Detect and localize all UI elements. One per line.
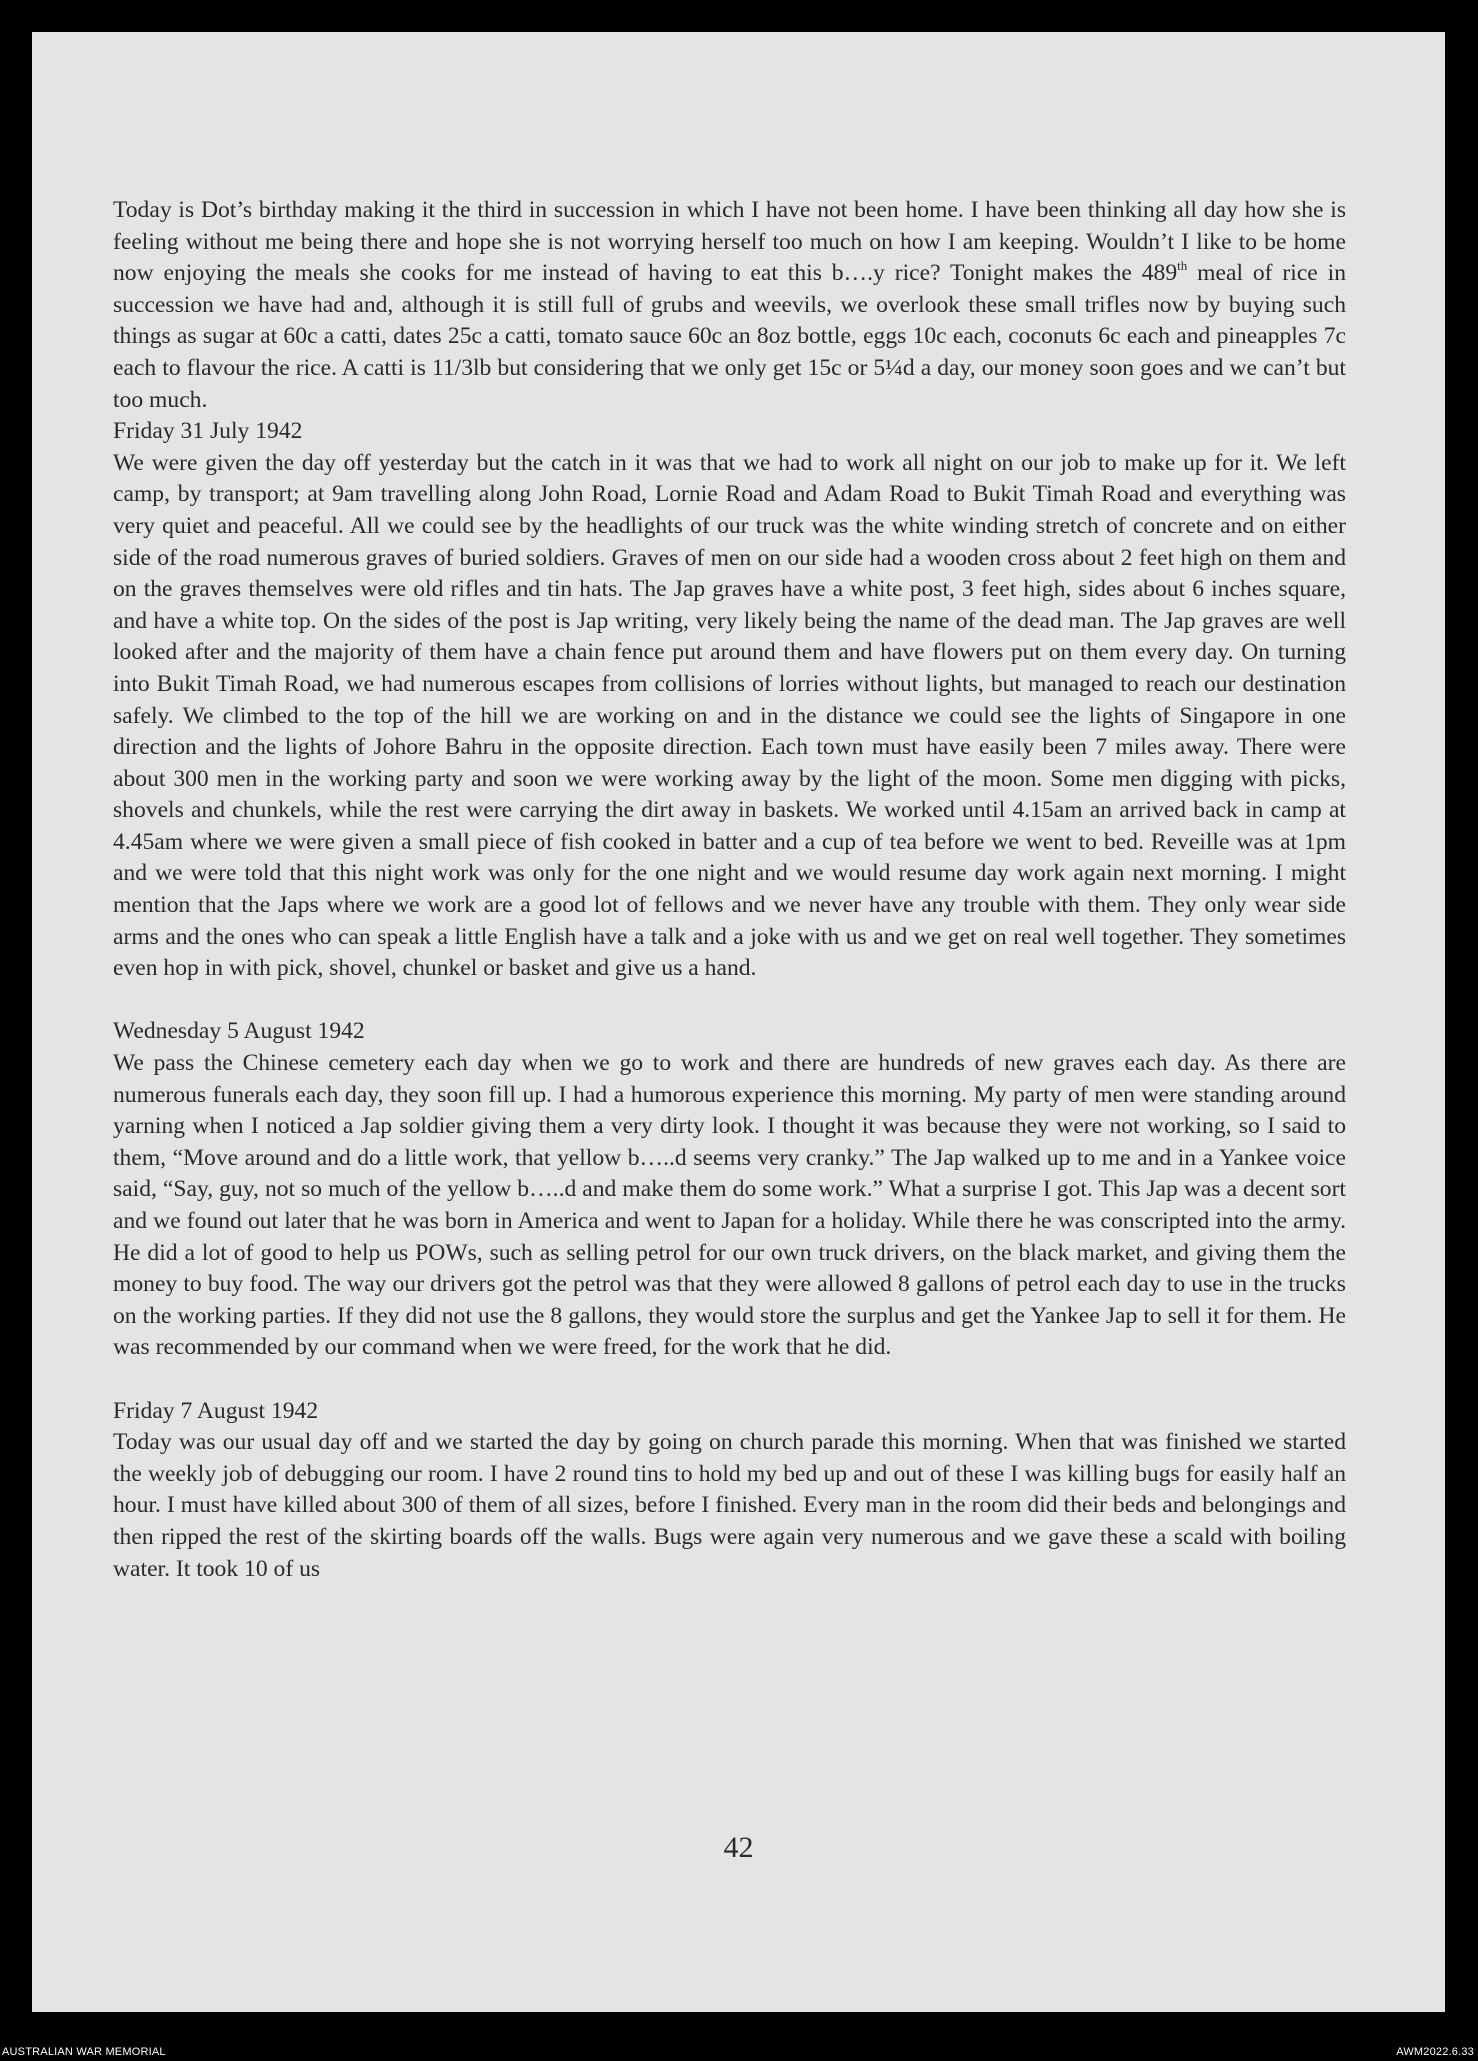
entry-date: Friday 31 July 1942 <box>113 418 303 445</box>
page-number: 42 <box>723 1831 754 1864</box>
footer-reference: AWM2022.6.33 <box>1396 2046 1474 2058</box>
entry-date: Wednesday 5 August 1942 <box>113 1018 365 1045</box>
diary-text <box>113 195 1346 1585</box>
document-page <box>32 32 1445 2012</box>
entry-body: We pass the Chinese cemetery each day when we go to work and there are hundreds of new graves each day. As there are numerous funerals each day, they soon fill up. I had a humorous experience this morning. My party of men were standing around yarning when I noticed a Jap soldier giving them a very dirty look. I thought it was because they were not working, so I said to them, “Move around and do a little work, that yellow b…..d seems very cranky.” The Jap walked up to me and in a Yankee voice said, “Say, guy, not so much of the yellow b…..d and make them do some work.” What a surprise I got. This Jap was a decent sort and we found out later that he was born in America and went to Japan for a holiday. While there he was conscripted into the army. He did a lot of good to help us POWs, such as selling petrol for our own truck drivers, on the black market, and giving them the money to buy food. The way our drivers got the petrol was that they were allowed 8 gallons of petrol each day to use in the trucks on the working parties. If they did not use the 8 gallons, they would store the surplus and get the Yankee Jap to sell it for them. He was recommended by our command when we were freed, for the work that he did. <box>113 1050 1346 1361</box>
ordinal-suffix: th <box>1177 258 1188 274</box>
entry-body: Today was our usual day off and we started the day by going on church parade this morning. When that was finished we started the weekly job of debugging our room. I have 2 round tins to hold my bed up and out of these I was killing bugs for easily half an hour. I must have killed about 300 of them of all sizes, before I finished. Every man in the room did their beds and belongings and then ripped the rest of the skirting boards off the walls. Bugs were again very numerous and we gave these a scald with boiling water. It took 10 of us <box>113 1429 1346 1582</box>
intro-paragraph: Today is Dot’s birthday making it the third in succession in which I have not been home. I have been thinking all day how she is feeling without me being there and hope she is not worrying herself too much on how I am keeping. Wouldn’t I like to be home now enjoying the meals she cooks for me instead of having to eat this b….y rice? Tonight makes the 489th meal of rice in succession we have had and, although it is still full of grubs and weevils, we overlook these small trifles now by buying such things as sugar at 60c a catti, dates 25c a catti, tomato sauce 60c an 8oz bottle, eggs 10c each, coconuts 6c each and pineapples 7c each to flavour the rice. A catti is 11/3lb but considering that we only get 15c or 5¼d a day, our money soon goes and we can’t but too much. <box>113 197 1346 413</box>
entry-date: Friday 7 August 1942 <box>113 1397 319 1424</box>
footer-institution: AUSTRALIAN WAR MEMORIAL <box>2 2046 166 2058</box>
entry-body: We were given the day off yesterday but the catch in it was that we had to work all night on our job to make up for it. We left camp, by transport; at 9am travelling along John Road, Lornie Road and Adam Road to Bukit Timah Road and everything was very quiet and peaceful. All we could see by the headlights of our truck was the white winding stretch of concrete and on either side of the road numerous graves of buried soldiers. Graves of men on our side had a wooden cross about 2 feet high on them and on the graves themselves were old rifles and tin hats. The Jap graves have a white post, 3 feet high, sides about 6 inches square, and have a white top. On the sides of the post is Jap writing, very likely being the name of the dead man. The Jap graves are well looked after and the majority of them have a chain fence put around them and have flowers put on them every day. On turning into Bukit Timah Road, we had numerous escapes from collisions of lorries without lights, but managed to reach our destination safely. We climbed to the top of the hill we are working on and in the distance we could see the lights of Singapore in one direction and the lights of Johore Bahru in the opposite direction. Each town must have easily been 7 miles away. There were about 300 men in the working party and soon we were working away by the light of the moon. Some men digging with picks, shovels and chunkels, while the rest were carrying the dirt away in baskets. We worked until 4.15am an arrived back in camp at 4.45am where we were given a small piece of fish cooked in batter and a cup of tea before we went to bed. Reveille was at 1pm and we were told that this night work was only for the one night and we would resume day work again next morning. I might mention that the Japs where we work are a good lot of fellows and we never have any trouble with them. They only wear side arms and the ones who can speak a little English have a talk and a joke with us and we get on real well together. They sometimes even hop in with pick, shovel, chunkel or basket and give us a hand. <box>113 449 1346 982</box>
